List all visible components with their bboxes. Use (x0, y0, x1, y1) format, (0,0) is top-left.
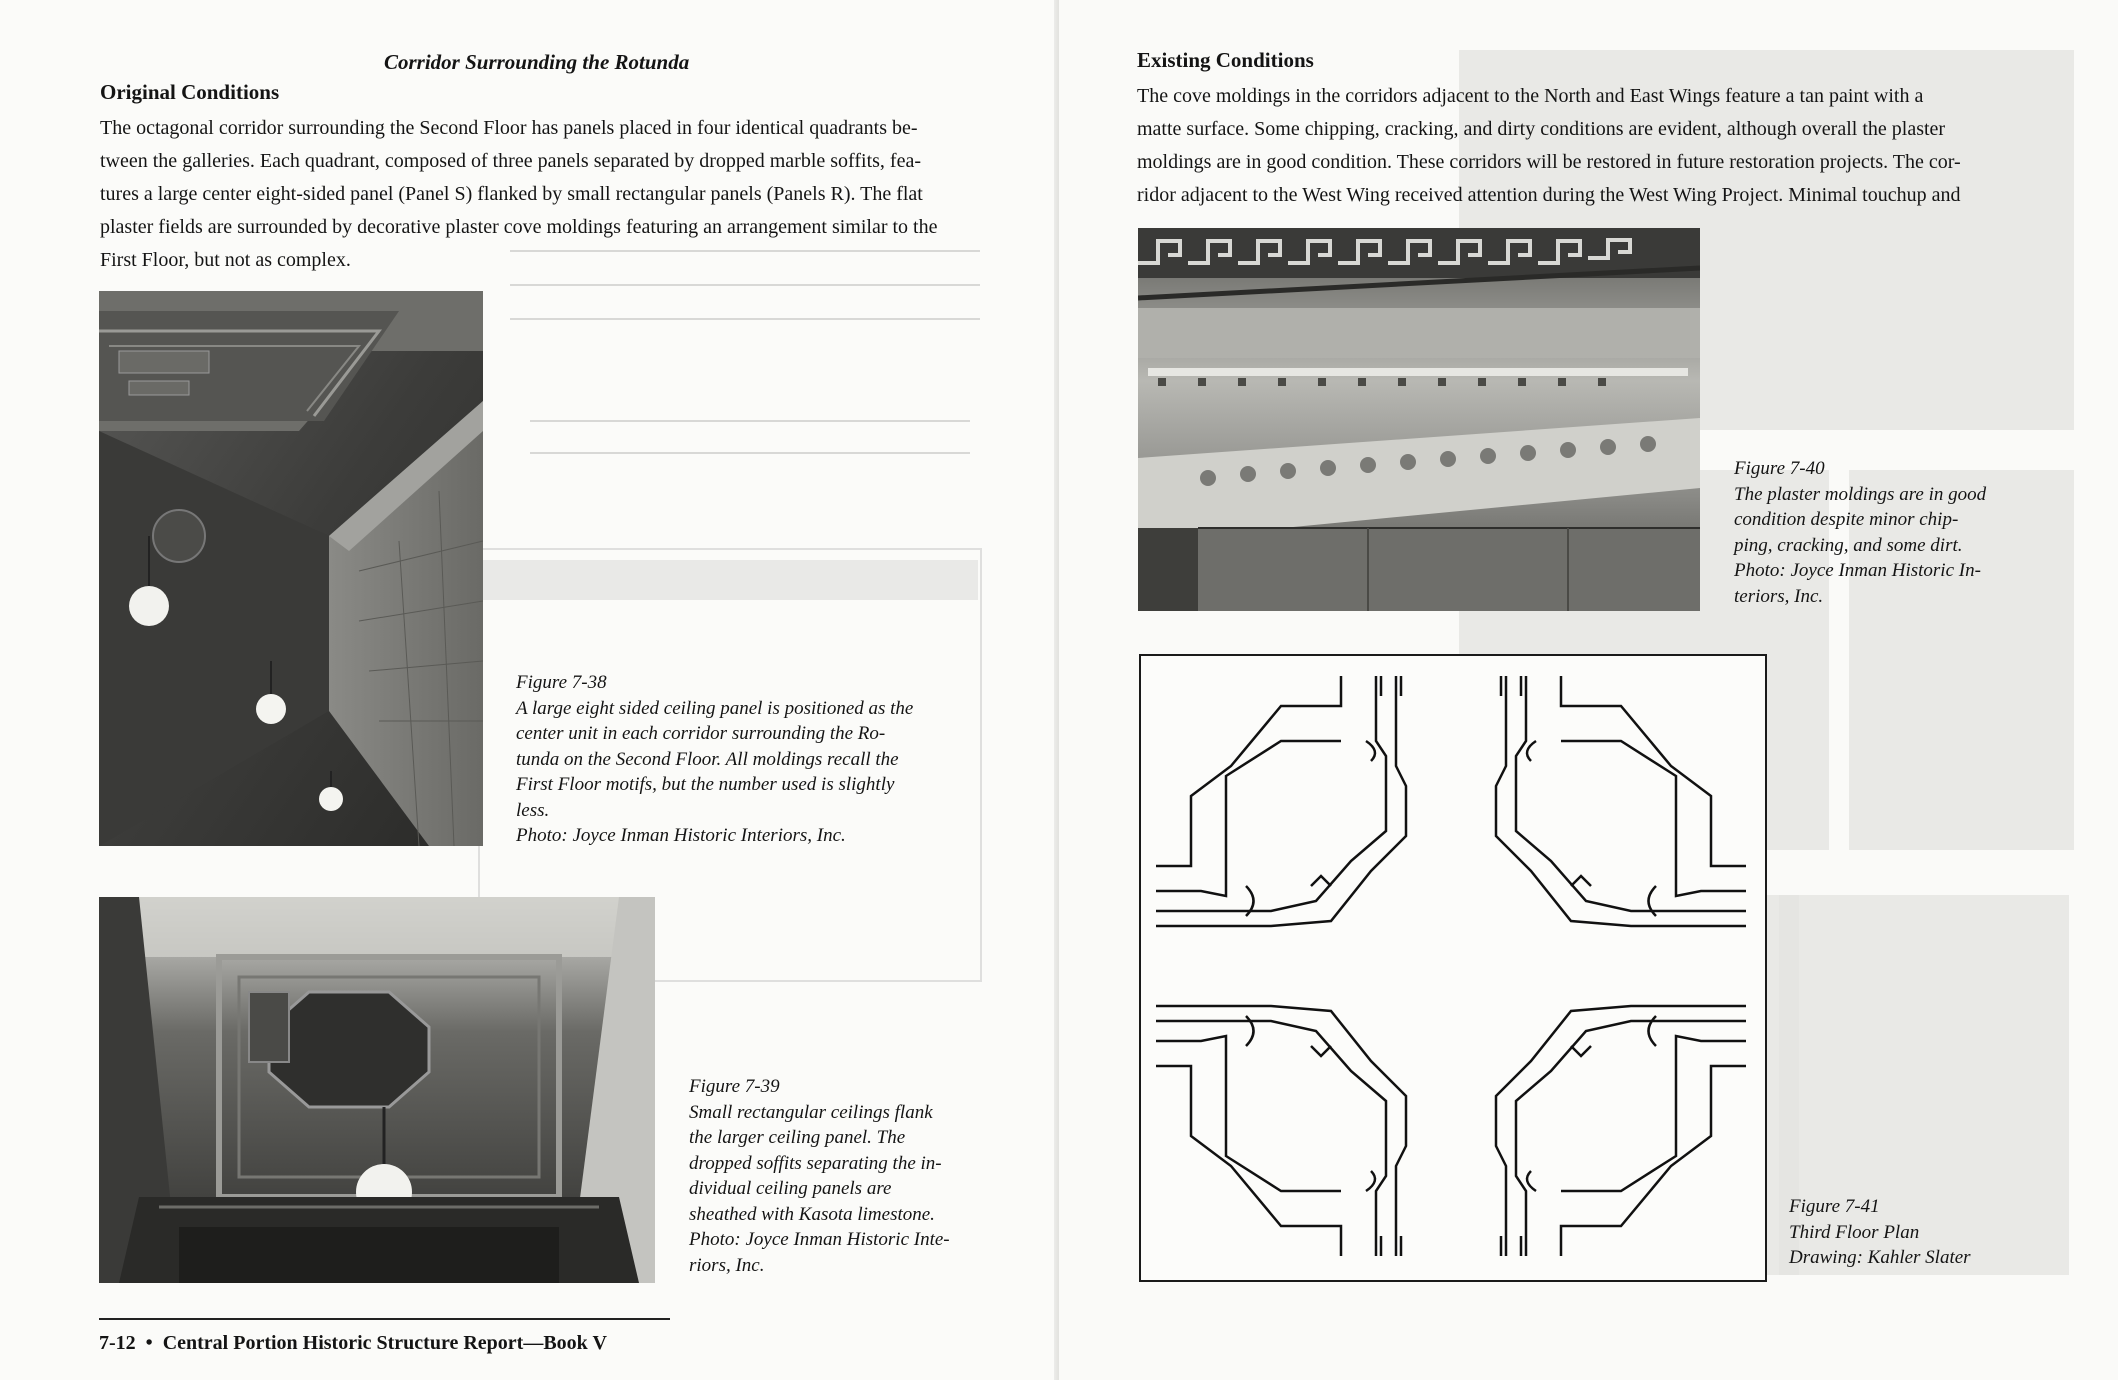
bleed-through-line (510, 318, 980, 320)
caption-line: dropped soffits separating the in- (689, 1152, 942, 1174)
caption-line: First Floor motifs, but the number used is slightly (516, 774, 895, 795)
caption-line: Photo: Joyce Inman Historic Interiors, Inc. (516, 825, 846, 846)
bleed-through-line (510, 284, 980, 286)
body-line: moldings are in good condition. These corridors will be restored in future restoration projects. The cor- (1137, 151, 1961, 173)
page-number: 7-12 (99, 1332, 136, 1354)
figure-39-caption (689, 1074, 1009, 1278)
right-page (1059, 0, 2118, 1380)
caption-line: Photo: Joyce Inman Historic Inte- (689, 1229, 950, 1250)
figure-41-label: Figure 7-41 (1789, 1196, 1880, 1217)
body-line: ridor adjacent to the West Wing received attention during the West Wing Project. Minimal touchup and (1137, 184, 1961, 206)
body-line: plaster fields are surrounded by decorative plaster cove moldings featuring an arrangement similar to the (100, 216, 938, 238)
body-line: tures a large center eight-sided panel (Panel S) flanked by small rectangular panels (Panels R). The flat (100, 183, 923, 205)
existing-conditions-heading: Existing Conditions (1137, 48, 1314, 72)
caption-line: less. (516, 799, 550, 821)
figure-40-photo (1138, 228, 1700, 611)
section-title: Corridor Surrounding the Rotunda (384, 50, 690, 74)
figure-40-label: Figure 7-40 (1734, 458, 1825, 479)
caption-line: center unit in each corridor surrounding the Ro- (516, 723, 886, 744)
bullet-separator: • (145, 1332, 153, 1354)
figure-41-floor-plan (1139, 654, 1767, 1282)
caption-line: the larger ceiling panel. The (689, 1127, 906, 1148)
figure-40-caption (1734, 456, 2044, 609)
body-line: tween the galleries. Each quadrant, composed of three panels separated by dropped marble soffits, fea- (100, 150, 921, 172)
existing-conditions-body (1137, 80, 2047, 212)
figure-39-label: Figure 7-39 (689, 1076, 780, 1097)
caption-line: Third Floor Plan (1789, 1221, 1920, 1243)
caption-line: riors, Inc. (689, 1254, 765, 1276)
body-line: The octagonal corridor surrounding the Second Floor has panels placed in four identical quadrants be- (100, 117, 918, 139)
figure-38-caption (516, 670, 996, 849)
caption-line: The plaster moldings are in good (1734, 483, 1987, 505)
bleed-through-band (478, 560, 978, 600)
original-conditions-body (100, 112, 995, 277)
figure-41-caption (1789, 1194, 2049, 1271)
caption-line: dividual ceiling panels are (689, 1178, 892, 1199)
caption-line: Drawing: Kahler Slater (1789, 1247, 1971, 1268)
caption-line: Photo: Joyce Inman Historic In- (1734, 560, 1981, 581)
report-title: Central Portion Historic Structure Report—Book V (162, 1332, 607, 1354)
caption-line: ping, cracking, and some dirt. (1734, 534, 1963, 556)
body-line: First Floor, but not as complex. (100, 249, 351, 271)
body-line: matte surface. Some chipping, cracking, and dirty conditions are evident, although overall the plaster (1137, 118, 1946, 140)
original-conditions-heading: Original Conditions (100, 80, 280, 104)
caption-line: teriors, Inc. (1734, 585, 1824, 607)
footer-rule (99, 1318, 670, 1320)
caption-line: condition despite minor chip- (1734, 509, 1959, 530)
figure-38-label: Figure 7-38 (516, 672, 607, 693)
figure-39-photo (99, 897, 655, 1283)
caption-line: tunda on the Second Floor. All moldings recall the (516, 748, 899, 770)
caption-line: A large eight sided ceiling panel is positioned as the (516, 697, 914, 719)
bleed-through-line (530, 452, 970, 454)
figure-38-photo (99, 291, 483, 846)
body-line: The cove moldings in the corridors adjacent to the North and East Wings feature a tan paint with a (1137, 85, 1924, 107)
caption-line: Small rectangular ceilings flank (689, 1101, 933, 1123)
bleed-through-line (530, 420, 970, 422)
caption-line: sheathed with Kasota limestone. (689, 1203, 935, 1225)
page-footer (99, 1332, 607, 1355)
